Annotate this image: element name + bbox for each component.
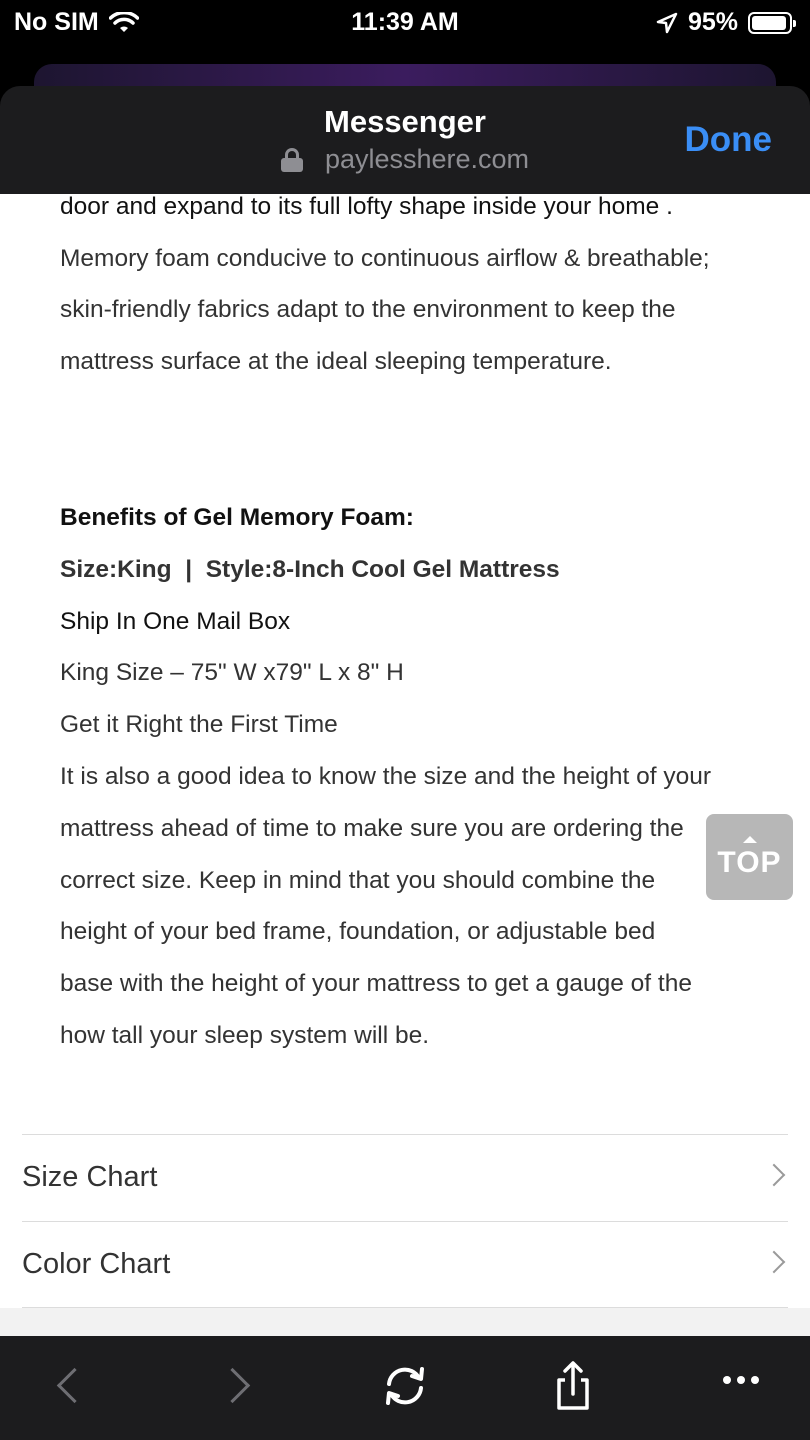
reload-icon[interactable] [375, 1356, 435, 1416]
top-label: TOP [717, 846, 782, 879]
text-line: skin-friendly fabrics adapt to the environment to keep the [60, 296, 676, 324]
battery-fill [752, 16, 786, 30]
description-text [60, 194, 780, 401]
done-button[interactable]: Done [684, 120, 772, 159]
content-footer-strip [0, 1308, 810, 1336]
bottom-toolbar [0, 1336, 810, 1440]
carrier-label: No SIM [14, 8, 99, 36]
battery-icon [748, 12, 792, 34]
product-details [60, 505, 780, 1075]
status-time: 11:39 AM [351, 8, 459, 36]
text-line: mattress surface at the ideal sleeping temperature. [60, 348, 612, 376]
text-line: It is also a good idea to know the size and the height of your [60, 762, 712, 790]
back-icon[interactable] [36, 1356, 96, 1416]
status-right [656, 8, 792, 37]
dimensions-line: King Size – 75" W x79" L x 8" H [60, 659, 404, 687]
benefits-heading: Benefits of Gel Memory Foam: [60, 504, 414, 531]
more-icon[interactable] [711, 1356, 771, 1416]
row-label: Size Chart [22, 1161, 158, 1193]
size-style-line: Size:King | Style:8-Inch Cool Gel Mattress [60, 555, 560, 583]
text-line: height of your bed frame, foundation, or adjustable bed [60, 918, 656, 946]
size-chart-row[interactable] [22, 1135, 788, 1221]
get-it-right-line: Get it Right the First Time [60, 711, 338, 739]
forward-icon[interactable] [208, 1356, 268, 1416]
chevron-right-icon [763, 1164, 786, 1187]
color-chart-row[interactable] [22, 1222, 788, 1308]
page-content [0, 194, 810, 1336]
battery-percent: 95% [687, 8, 738, 36]
chevron-right-icon [763, 1251, 786, 1274]
share-icon[interactable] [543, 1356, 603, 1416]
up-arrow-icon [743, 836, 757, 843]
text-line: how tall your sleep system will be. [60, 1021, 430, 1049]
header-title: Messenger [324, 104, 486, 139]
row-label: Color Chart [22, 1248, 171, 1280]
lock-icon [281, 148, 303, 172]
browser-header [0, 86, 810, 194]
text-line: correct size. Keep in mind that you should combine the [60, 866, 656, 894]
url-text: paylesshere.com [324, 144, 530, 174]
text-line: door and expand to its full lofty shape inside your home . [60, 194, 673, 220]
ship-line: Ship In One Mail Box [60, 607, 291, 635]
scroll-to-top-button[interactable] [706, 814, 793, 900]
text-line: mattress ahead of time to make sure you are ordering the [60, 814, 684, 842]
status-bar [0, 0, 810, 48]
location-arrow-icon [656, 12, 678, 34]
text-line: Memory foam conducive to continuous airflow & breathable; [60, 244, 710, 272]
text-line: base with the height of your mattress to get a gauge of the [60, 970, 692, 998]
